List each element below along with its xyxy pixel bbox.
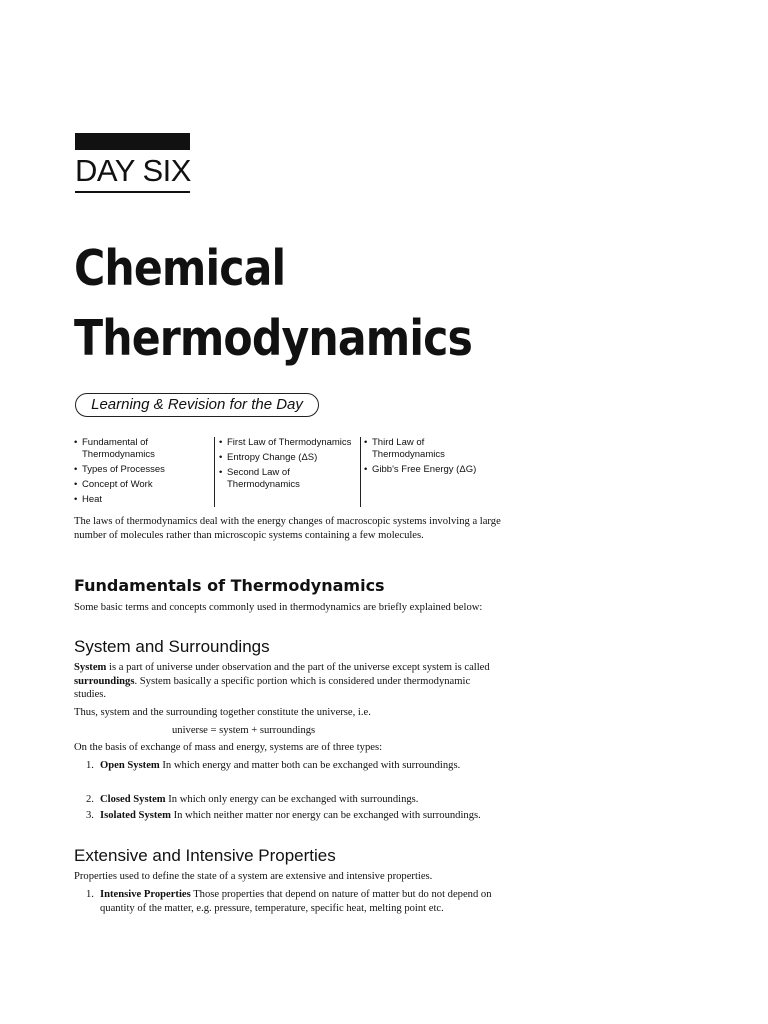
topic-item: • Second Law of Thermodynamics	[219, 467, 357, 491]
subsection-heading: Extensive and Intensive Properties	[74, 846, 336, 865]
day-label-underline	[75, 191, 190, 193]
universe-paragraph: Thus, system and the surrounding together constitute the universe, i.e.	[74, 707, 371, 718]
system-types-intro: On the basis of exchange of mass and energy, systems are of three types:	[74, 742, 383, 753]
topic-item: • Entropy Change (ΔS)	[219, 452, 357, 464]
topics-divider	[360, 437, 361, 507]
chapter-title-line1: Chemical	[74, 240, 286, 297]
term-surroundings: surroundings	[74, 675, 135, 687]
chapter-title	[74, 234, 472, 374]
properties-paragraph: Properties used to define the state of a system are extensive and intensive properties.	[74, 871, 433, 882]
term-closed-system: Closed System	[100, 794, 166, 805]
term-open-system: Open System	[100, 760, 160, 771]
learning-revision-label: Learning & Revision for the Day	[75, 393, 319, 417]
topic-item: • Third Law of Thermodynamics	[364, 437, 484, 461]
topics-column-1	[74, 437, 209, 509]
topic-item: • Concept of Work	[74, 479, 209, 491]
list-item: 1. Intensive Properties Those properties that depend on nature of matter but do not depend on quantity of the matter, e.g. pressure, temperature, specific heat, melting point etc.	[86, 889, 492, 914]
topic-item: • First Law of Thermodynamics	[219, 437, 357, 449]
topics-column-3	[364, 437, 484, 479]
list-item: 2. Closed System In which only energy can be exchanged with surroundings.	[86, 794, 419, 805]
list-item: 3. Isolated System In which neither matter nor energy can be exchanged with surroundings.	[86, 810, 481, 821]
subsection-heading: System and Surroundings	[74, 637, 270, 656]
system-definition-paragraph: System is a part of universe under observation and the part of the universe except system is called surroundings. System basically a specific portion which is considered under thermodynamic studies.	[74, 662, 490, 700]
topic-item: • Gibb's Free Energy (ΔG)	[364, 464, 484, 476]
term-system: System	[74, 662, 107, 673]
topic-item: • Fundamental of Thermodynamics	[74, 437, 209, 461]
topics-divider	[214, 437, 215, 507]
topics-column-2	[219, 437, 357, 494]
list-item: 1. Open System In which energy and matter both can be exchanged with surroundings.	[86, 760, 461, 771]
term-isolated-system: Isolated System	[100, 810, 171, 821]
term-intensive-properties: Intensive Properties	[100, 889, 191, 900]
intro-paragraph: The laws of thermodynamics deal with the energy changes of macroscopic systems involving a large number of molecules rather than microscopic systems containing a few molecules.	[74, 516, 501, 541]
topic-item: • Heat	[74, 494, 209, 506]
day-label: DAY SIX	[75, 153, 191, 188]
universe-equation: universe = system + surroundings	[172, 725, 316, 736]
day-header-bar	[75, 133, 190, 150]
chapter-title-line2: Thermodynamics	[74, 310, 472, 367]
topic-item: • Types of Processes	[74, 464, 209, 476]
section-heading: Fundamentals of Thermodynamics	[74, 576, 385, 595]
section-intro-paragraph: Some basic terms and concepts commonly used in thermodynamics are briefly explained below:	[74, 602, 483, 613]
